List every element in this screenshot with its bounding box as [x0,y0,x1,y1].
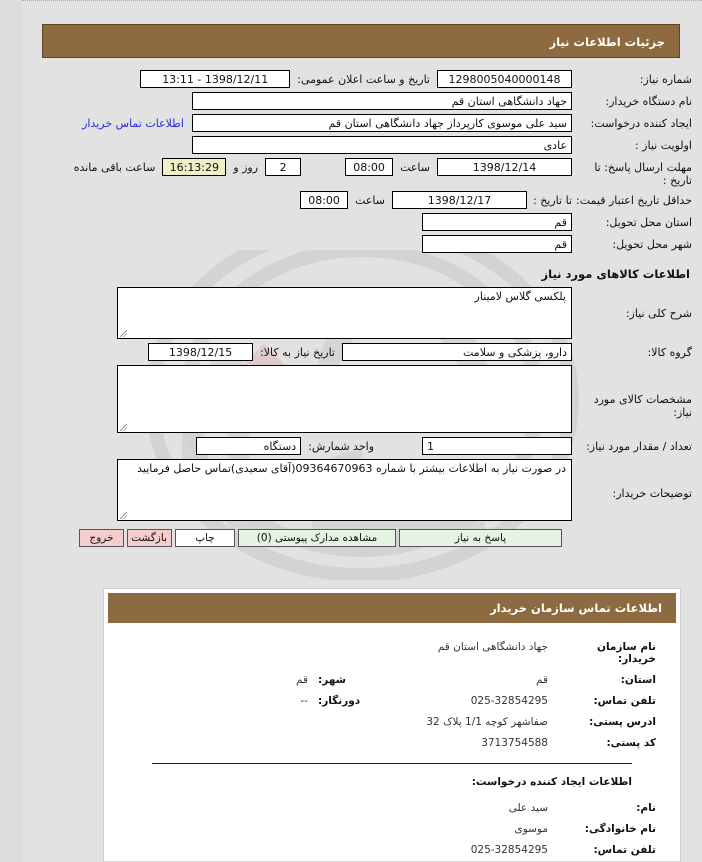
page-title: جزئیات اطلاعات نیاز [42,24,680,58]
row-reply-deadline [22,158,702,187]
row-goods-group [22,343,702,361]
row-priority [22,136,702,154]
contact-org-value: جهاد دانشگاهی استان قم [437,641,548,653]
contact-row-org [128,641,656,665]
contact-address-value: صفاشهر کوچه 1/1 پلاک 32 [426,716,548,728]
announcement-label: تاریخ و ساعت اعلان عمومی: [297,73,430,86]
requester-label: ایجاد کننده درخواست: [590,117,692,130]
goods-specs-value[interactable] [117,365,572,433]
goods-group-value[interactable]: دارو، پزشکی و سلامت [342,343,572,361]
unit-label: واحد شمارش: [308,440,374,453]
contact-city-label: شهر: [318,674,346,686]
reply-deadline-date[interactable]: 1398/12/14 [437,158,572,176]
price-validity-date[interactable]: 1398/12/17 [392,191,527,209]
contact-postal-value: 3713754588 [481,737,548,749]
contact-row-province-city [128,674,656,686]
page-container [22,0,702,862]
requester-last-name-label: نام خانوادگی: [584,823,656,835]
requester-phone-label: تلفن تماس: [593,844,656,856]
row-delivery-province [22,213,702,231]
row-delivery-city [22,235,702,253]
requester-row-first-name [128,802,656,814]
respond-to-need-button[interactable]: پاسخ به نیاز [399,529,562,547]
row-need-number [22,70,702,88]
price-validity-prefix: تا تاریخ : [533,194,572,207]
requester-last-name-value: موسوی [514,823,548,835]
buyer-notes-label: توضیحات خریدار: [612,487,692,500]
remaining-days-value[interactable]: 2 [265,158,301,176]
quantity-value[interactable]: 1 [422,437,572,455]
requester-row-phone [128,844,656,856]
exit-button[interactable]: خروج [79,529,124,547]
announcement-value[interactable]: 1398/12/11 - 13:11 [140,70,290,88]
row-requester [22,114,702,132]
print-button[interactable]: چاپ [175,529,235,547]
remaining-time-value: 16:13:29 [162,158,226,176]
contact-row-address [128,716,656,728]
requester-row-last-name [128,823,656,835]
contact-city-value: قم [295,674,308,686]
goods-section-title: اطلاعات کالاهای مورد نیاز [541,267,690,281]
buyer-org-label: نام دستگاه خریدار: [605,95,692,108]
row-buyer-notes [22,459,702,521]
contact-panel-title: اطلاعات تماس سازمان خریدار [108,593,676,623]
goods-need-date-label: تاریخ نیاز به کالا: [260,346,335,359]
delivery-province-value[interactable]: قم [422,213,572,231]
goods-specs-label: مشخصات کالای مورد نیاز: [593,393,692,419]
contact-divider [152,763,632,764]
contact-row-postal [128,737,656,749]
row-quantity [22,437,702,455]
requester-phone-value: 025-32854295 [470,844,548,856]
reply-deadline-label: مهلت ارسال پاسخ: تا تاریخ : [594,161,692,187]
contact-province-label: استان: [620,674,656,686]
requester-first-name-label: نام: [636,802,656,814]
quantity-label: تعداد / مقدار مورد نیاز: [586,440,692,453]
reply-hour-label: ساعت [400,161,430,174]
priority-label: اولویت نیاز : [634,139,692,152]
unit-value[interactable]: دستگاه [196,437,301,455]
contact-province-value: قم [535,674,548,686]
delivery-city-label: شهر محل تحویل: [612,238,692,251]
need-number-label: شماره نیاز: [639,73,692,86]
requester-first-name-value: سید علی [508,802,548,814]
requester-value[interactable]: سید علی موسوی کارپرداز جهاد دانشگاهی استان قم [192,114,572,132]
row-buyer-org [22,92,702,110]
contact-address-label: ادرس پستی: [589,716,656,728]
contact-postal-label: کد پستی: [606,737,656,749]
price-validity-time[interactable]: 08:00 [300,191,348,209]
buyer-contact-link[interactable]: اطلاعات تماس خریدار [82,117,184,130]
contact-fax-label: دورنگار: [318,695,361,707]
priority-value[interactable]: عادی [192,136,572,154]
goods-group-label: گروه کالا: [647,346,692,359]
contact-phone-value: 025-32854295 [470,695,548,707]
buyer-org-value[interactable]: جهاد دانشگاهی استان قم [192,92,572,110]
contact-org-label: نام سازمان خریدار: [597,641,656,665]
action-button-row [22,529,702,547]
contact-phone-label: تلفن تماس: [593,695,656,707]
need-summary-value[interactable]: پلکسی گلاس لامینار [117,287,572,339]
row-goods-specs [22,365,702,433]
remaining-time-label: ساعت باقی مانده [73,161,156,174]
buyer-notes-value[interactable]: در صورت نیاز به اطلاعات بیشتر با شماره 09364670963(آقای سعیدی)تماس حاصل فرمایید [117,459,572,521]
need-number-value[interactable]: 1298005040000148 [437,70,572,88]
contact-row-phone-fax [128,695,656,707]
requester-section-title: اطلاعات ایجاد کننده درخواست: [471,776,632,788]
remaining-days-label: روز و [233,161,259,174]
contact-panel-body [104,623,680,856]
delivery-city-value[interactable]: قم [422,235,572,253]
price-validity-hour-label: ساعت [355,194,385,207]
view-attachments-button[interactable]: مشاهده مدارک پیوستی (0) [238,529,396,547]
row-need-summary [22,287,702,339]
goods-need-date-value[interactable]: 1398/12/15 [148,343,253,361]
contact-fax-value: -- [300,695,308,707]
row-price-validity [22,191,702,209]
price-validity-label-line1: حداقل تاریخ اعتبار قیمت: [576,194,692,207]
need-details-form [22,70,702,547]
buyer-contact-panel [103,588,681,862]
need-summary-label: شرح کلی نیاز: [625,307,692,320]
back-button[interactable]: بازگشت [127,529,172,547]
delivery-province-label: استان محل تحویل: [605,216,692,229]
reply-deadline-time[interactable]: 08:00 [345,158,393,176]
price-validity-label [572,191,702,207]
